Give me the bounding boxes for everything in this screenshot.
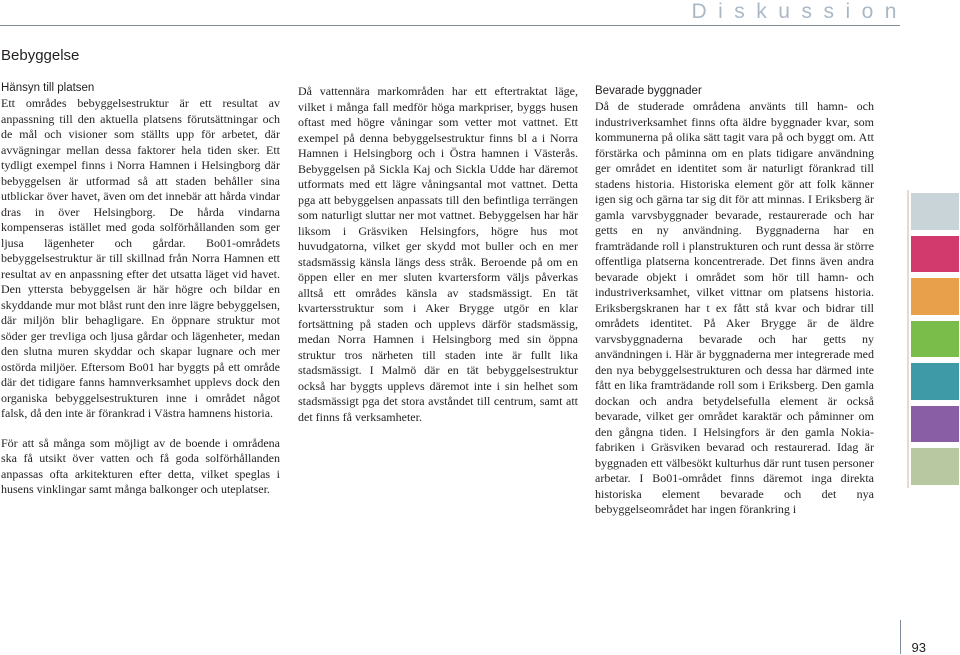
photo-strip	[907, 190, 959, 488]
paragraph: Ett områdes bebyggelsestruktur är ett resultat av anpassning till den aktuella platsens förutsättningar och de mål och visioner som ställts upp för arbetet, där avvägningar mellan dessa faktorer hela tiden sker. Ett tydligt exempel finns i Norra Hamnen i Helsingborg där bebyggelsen är utformad så att staden behåller sina utblickar över havet, även om det innebär att hårda vindar dras in över Helsingborg. De hårda vindarna kompenseras istället med goda solförhållanden som ger ljusa lägenheter och gårdar. Bo01-områdets bebyggelsestruktur är till skillnad från Norra Hamnen ett resultat av en anpassning efter det utsatta läget vid havet. Den yttersta bebyggelsen är här högre och bildar en skyddande mur mot blåst runt den inre lägre bebyggelsen, där miljön blir behagligare. En öppnare struktur mot söder ger trevliga och ljusa gårdar och lägenheter, medan den slutna muren skyddar och skapar lugnare och mer ostörda miljöer. Eftersom Bo01 har byggts på ett område där det tidigare fanns hamnverksamhet upplevs dock den organiska bebyggelsestrukturen inne i området något falsk, då den inte är förankrad i Västra hamnens historia.	[1, 96, 280, 420]
photo-tile	[911, 236, 959, 273]
page-number-rule	[900, 620, 901, 654]
photo-tile	[911, 321, 959, 358]
text-column-3	[595, 84, 874, 518]
header-rule	[0, 25, 900, 26]
paragraph: För att så många som möjligt av de boende i områdena ska få utsikt över vatten och få goda solförhållanden anpassas ofta arkitekturen efter detta, vilket speglas i husens vinklingar samt många balkonger och uteplatser.	[1, 435, 280, 496]
photo-tile	[911, 448, 959, 485]
strip-spine	[907, 190, 909, 488]
section-title: Bebyggelse	[1, 47, 80, 64]
page-number: 93	[911, 640, 926, 655]
photo-tile	[911, 278, 959, 315]
photo-tile	[911, 406, 959, 443]
text-column-2	[298, 84, 578, 425]
paragraph: Då de studerade områdena använts till hamn- och industriverksamhet finns ofta äldre byggnader kvar, som kommunerna på olika sätt tagit vara på och byggt om. Att förstärka och påminna om en plats tidigare användning ger området en identitet som är naturligt förankrad till stadens historia. Historiska element gör att folk känner igen sig och gärna tar sig dit för att minnas. I Eriksberg är gamla varvsbyggnader bevarade, restaurerade och har getts en ny användning. Byggnaderna har en framträdande roll i planstrukturen och runt dessa är större offentliga platserna koncentrerade. Det finns även andra bevarade objekt i området som hör till hamn- och industriverksamhet, vilket vittnar om platsens historia. Eriksbergskranen har t ex fått stå kvar och bidrar till områdets identitet. På Aker Brygge är de äldre varvsbyggnaderna bevarade och har getts ny användningen i. Här är byggnaderna mer integrerade med den nya bebyggelsestrukturen och dessa har därmed inte fått en lika framträdande roll som i Eriksberg. Den gamla dockan och andra betydelsefulla element är också bevarade, vilket ger området karaktär och påminner om den gångna tiden. I Helsingfors är den gamla Nokia- fabriken i Gräsviken bevarad och restaurerad. Idag är byggnaden ett välbesökt kulturhus där runt tusen personer arbetar. I Bo01-området finns däremot inga direkta historiska element bevarade och det nya bebyggelseområdet har ingen förankring i	[595, 99, 874, 516]
text-column-1	[1, 81, 280, 498]
chapter-header: Diskussion	[691, 0, 908, 23]
photo-tile	[911, 193, 959, 230]
paragraph: Då vattennära markområden har ett eftertraktat läge, vilket i många fall medför höga markpriser, byggs husen oftast med högre våningar som vetter mot vattnet. Ett exempel på denna bebyggelsestruktur finns bl a i Norra Hamnen i Helsingborg och i Östra hamnen i Västerås. Bebyggelsen på Sickla Kaj och Sickla Udde har däremot utformats med ett lägre våningsantal mot vattnet. Detta pga att bebyggelsen anpassats till den befintliga terrängen som naturligt sluttar ner mot vattnet. Bebyggelsen har här liksom i Gräsviken Helsingfors, högre hus mot huvudgatorna, vilket ger skydd mot buller och en mer stadsmässig känsla längs dess stråk. Beroende på om en öppen eller en mer sluten kvartersform väljs påverkas alltså ett områdes känsla av stadsmässigt. En tät kvartersstruktur som i Aker Brygge utgör en klar fortsättning på staden och upplevs därför stadsmässig, medan Norra Hamnen i Helsingborg med sin öppna struktur tros närheten till staden inte är fullt lika stadsmässigt. I Malmö där en tät bebyggelsestruktur också har byggts upplevs däremot inte i sin helhet som stadsmässigt pga det stora avståndet till centrum, samt att det finns få verksamheter.	[298, 84, 578, 424]
subheading-bevarade: Bevarade byggnader	[595, 85, 702, 97]
subheading-hansyn: Hänsyn till platsen	[1, 82, 95, 94]
photo-tile	[911, 363, 959, 400]
